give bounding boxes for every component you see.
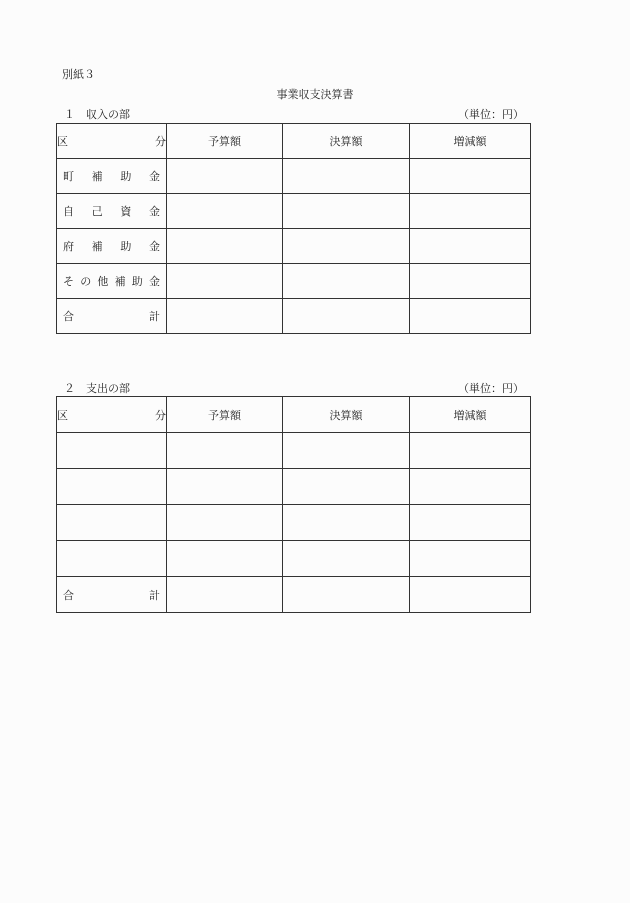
difference-cell[interactable] bbox=[410, 505, 531, 541]
budget-cell[interactable] bbox=[167, 541, 283, 577]
settlement-cell[interactable] bbox=[283, 229, 410, 264]
difference-cell[interactable] bbox=[410, 577, 531, 613]
budget-column-header: 予算額 bbox=[167, 397, 283, 433]
difference-column-header: 増減額 bbox=[410, 397, 531, 433]
difference-cell[interactable] bbox=[410, 299, 531, 334]
budget-cell[interactable] bbox=[167, 194, 283, 229]
difference-cell[interactable] bbox=[410, 194, 531, 229]
row-label: 府 補 助 金 bbox=[57, 229, 167, 264]
settlement-cell[interactable] bbox=[283, 577, 410, 613]
income-table bbox=[56, 123, 531, 334]
table-row bbox=[57, 299, 531, 334]
expense-table bbox=[56, 396, 531, 613]
income-unit-label: （単位：円） bbox=[458, 108, 524, 121]
budget-cell[interactable] bbox=[167, 159, 283, 194]
table-row bbox=[57, 541, 531, 577]
budget-cell[interactable] bbox=[167, 469, 283, 505]
settlement-cell[interactable] bbox=[283, 505, 410, 541]
attachment-label: 別紙３ bbox=[62, 68, 95, 81]
table-row bbox=[57, 577, 531, 613]
table-row bbox=[57, 433, 531, 469]
settlement-cell[interactable] bbox=[283, 194, 410, 229]
settlement-cell[interactable] bbox=[283, 299, 410, 334]
budget-cell[interactable] bbox=[167, 229, 283, 264]
table-row bbox=[57, 469, 531, 505]
budget-column-header: 予算額 bbox=[167, 124, 283, 159]
settlement-cell[interactable] bbox=[283, 264, 410, 299]
budget-cell[interactable] bbox=[167, 505, 283, 541]
difference-cell[interactable] bbox=[410, 229, 531, 264]
difference-cell[interactable] bbox=[410, 541, 531, 577]
difference-cell[interactable] bbox=[410, 469, 531, 505]
difference-column-header: 増減額 bbox=[410, 124, 531, 159]
row-label bbox=[57, 469, 167, 505]
category-header: 区 分 bbox=[57, 397, 167, 433]
budget-cell[interactable] bbox=[167, 264, 283, 299]
row-label: 町 補 助 金 bbox=[57, 159, 167, 194]
difference-cell[interactable] bbox=[410, 159, 531, 194]
budget-cell[interactable] bbox=[167, 433, 283, 469]
table-row bbox=[57, 229, 531, 264]
settlement-cell[interactable] bbox=[283, 159, 410, 194]
budget-cell[interactable] bbox=[167, 299, 283, 334]
expense-unit-label: （単位：円） bbox=[458, 382, 524, 395]
document-title: 事業収支決算書 bbox=[276, 88, 354, 101]
expense-section-title: ２ 支出の部 bbox=[64, 382, 130, 395]
income-header-row bbox=[57, 124, 531, 159]
table-row bbox=[57, 264, 531, 299]
settlement-column-header: 決算額 bbox=[283, 124, 410, 159]
category-header: 区 分 bbox=[57, 124, 167, 159]
settlement-column-header: 決算額 bbox=[283, 397, 410, 433]
row-label: 合 計 bbox=[57, 577, 167, 613]
difference-cell[interactable] bbox=[410, 264, 531, 299]
settlement-cell[interactable] bbox=[283, 433, 410, 469]
settlement-cell[interactable] bbox=[283, 541, 410, 577]
table-row bbox=[57, 194, 531, 229]
settlement-cell[interactable] bbox=[283, 469, 410, 505]
expense-header-row bbox=[57, 397, 531, 433]
row-label: 合 計 bbox=[57, 299, 167, 334]
row-label: 自 己 資 金 bbox=[57, 194, 167, 229]
budget-cell[interactable] bbox=[167, 577, 283, 613]
row-label bbox=[57, 433, 167, 469]
row-label: そ の 他 補 助 金 bbox=[57, 264, 167, 299]
row-label bbox=[57, 541, 167, 577]
table-row bbox=[57, 505, 531, 541]
row-label bbox=[57, 505, 167, 541]
table-row bbox=[57, 159, 531, 194]
income-section-title: １ 収入の部 bbox=[64, 108, 130, 121]
difference-cell[interactable] bbox=[410, 433, 531, 469]
